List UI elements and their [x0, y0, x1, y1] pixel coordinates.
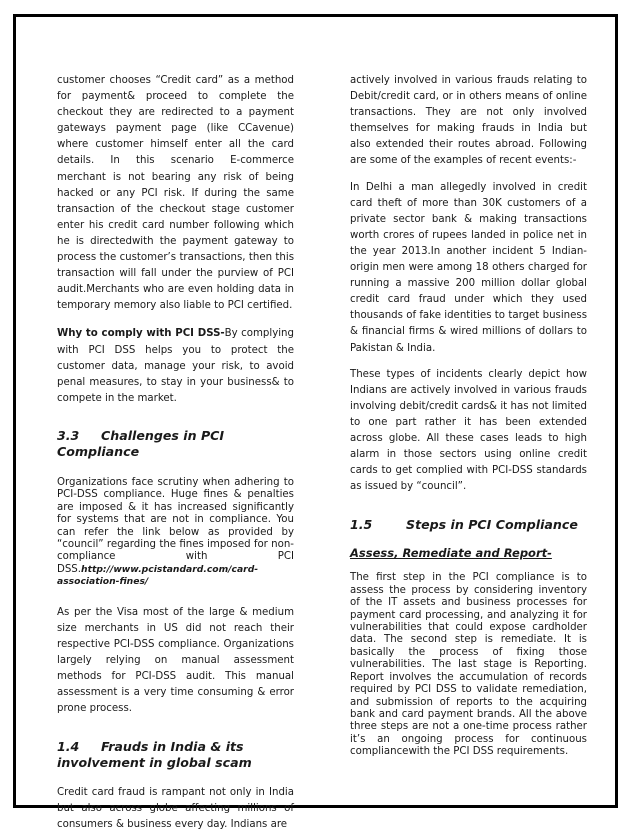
paragraph-fraud-india: Credit card fraud is rampant not only in India but also across globe affecting millions of consumers & business every day. Indians are	[57, 787, 294, 831]
why-comply-lead: Why to comply with PCI DSS-	[57, 328, 225, 340]
heading-1-5-title: Steps in PCI Compliance	[406, 517, 578, 533]
fines-link[interactable]: http://www.pcistandard.com/card-association-fines/	[57, 563, 259, 588]
left-column	[57, 73, 294, 833]
why-comply-body: By complying with PCI DSS helps you to protect the customer data, manage your risk, to avoid penal measures, to stay in your business& to compete in the market.	[57, 328, 294, 404]
heading-1-5-number: 1.5	[350, 517, 373, 533]
heading-1-4-title: Frauds in India & its involvement in global scam	[57, 739, 252, 771]
heading-3-3-number: 3.3	[57, 427, 80, 443]
heading-1-4	[57, 739, 294, 771]
subheading-assess: Assess, Remediate and Report-	[350, 546, 552, 561]
paragraph-incidents: These types of incidents clearly depict how Indians are actively involved in various frauds involving debit/credit cards& it has not limited to one part rather it has been extended across globe. All these cases leads to high alarm in those sectors using online credit cards to get complied with PCI-DSS standards as issued by “council”.	[350, 368, 587, 493]
heading-1-4-number: 1.4	[57, 739, 80, 755]
paragraph-payment-gateway: customer chooses “Credit card” as a method for payment& proceed to complete the checkout they are redirected to a payment gateways payment page (like CCavenue) where customer himself enter all the card details. In this scenario E-commerce merchant is not bearing any risk of being hacked or any PCI risk. If during the same transaction of the checkout stage customer enter his credit card number following which he is directedwith the payment gateway to process the customer’s transactions, then this transaction will fall under the purview of PCI audit.Merchants who are even holding data in temporary memory also liable to PCI certified.	[57, 75, 294, 312]
paragraph-delhi: In Delhi a man allegedly involved in credit card theft of more than 30K customers of a private sector bank & making transactions worth crores of rupees landed in police net in the year 2013.In another incident 5 Indian-origin men were among 18 others charged for running a massive 200 million dollar global credit card fraud under which they used thousands of fake identities to target business & financial firms & wired millions of dollars to Pakistan & India.	[350, 181, 587, 354]
challenges-body: Organizations face scrutiny when adhering to PCI-DSS compliance. Huge fines & penalties are imposed & it has increased significantly for systems that are not in compliance. You can refer the link below as provided by “council” regarding the fines imposed for non-compliance with PCI DSS.	[57, 476, 294, 575]
heading-3-3	[57, 428, 294, 460]
paragraph-involved: actively involved in various frauds relating to Debit/credit card, or in others means of online transactions. They are not only involved themselves for making frauds in India but also extended their routes abroad. Following are some of the examples of recent events:-	[350, 75, 587, 167]
paragraph-why-comply	[57, 326, 294, 406]
paragraph-steps: The first step in the PCI compliance is to assess the process by considering inventory of the IT assets and business processes for payment card processing, and analyzing it for vulnerabilities that could expose cardholder data. The second step is remediate. It is basically the process of fixing those vulnerabilities. The last stage is Reporting. Report involves the accumulation of records required by PCI DSS to validate remediation, and submission of reports to the acquiring bank and card payment brands. All the above three steps are not a one-time process rather it’s an ongoing process for continuous compliancewith the PCI DSS requirements.	[350, 572, 587, 758]
heading-1-5	[350, 517, 587, 533]
paragraph-visa: As per the Visa most of the large & medium size merchants in US did not reach their respective PCI-DSS compliance. Organizations largely relying on manual assessment methods for PCI-DSS audit. This manual assessment is a very time consuming & error prone process.	[57, 606, 294, 715]
heading-3-3-title: Challenges in PCI Compliance	[57, 427, 225, 459]
right-column	[350, 73, 587, 759]
paragraph-challenges	[57, 477, 294, 589]
